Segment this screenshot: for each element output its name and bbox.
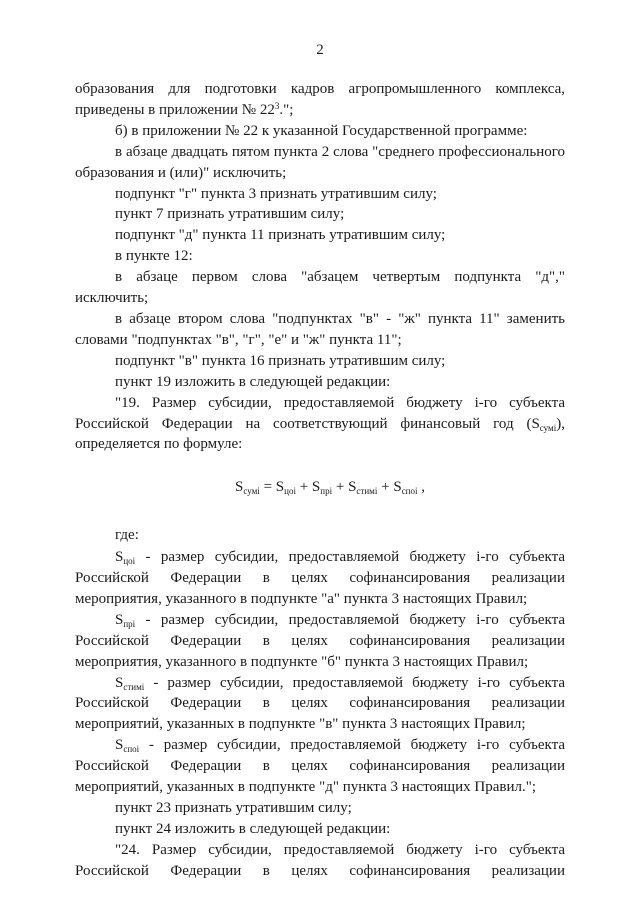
paragraph xyxy=(75,393,565,456)
paragraph: в абзаце первом слова "абзацем четвертым подпункта "д"," исключить; xyxy=(75,269,565,307)
definition: $S_{стимi}$ - размер субсидии, предоставляемой бюджету i-го субъекта Российской Федерации в целях софинансирования реализации мероприятий, указанных в подпункте "в" пункта 3 настоящих Правил; xyxy=(75,674,565,733)
paragraph: в абзаце двадцать пятом пункта 2 слова "среднего профессионального образования и (или)" исключить; xyxy=(75,143,565,181)
paragraph: пункт 23 признать утратившим силу; xyxy=(115,800,352,816)
paragraph: "24. Размер субсидии, предоставляемой бюджету i-го субъекта xyxy=(115,841,565,858)
paragraph: в пункте 12: xyxy=(115,248,193,265)
paragraph: пункт 7 признать утратившим силу; xyxy=(115,206,345,223)
paragraph: б) в приложении № 22 к указанной Государственной программе: xyxy=(115,122,528,139)
superscript: 3 xyxy=(274,100,280,111)
paragraph: подпункт "г" пункта 3 признать утратившим силу; xyxy=(115,185,437,202)
paragraph: в абзаце втором слова "подпунктах "в" - "ж" пункта 11" заменить словами "подпунктах "в", "г", "е" и "ж" пункта 11"; xyxy=(75,310,565,348)
subscript: сумi xyxy=(539,422,557,433)
paragraph: где: xyxy=(115,527,139,544)
paragraph: подпункт "в" пункта 16 признать утратившим силу; xyxy=(115,352,446,369)
paragraph-text: "19. Размер субсидии, предоставляемой бюджету i-го субъекта Российской Федерации на соответствующий финансовый год (S xyxy=(75,394,565,432)
page-number: 2 xyxy=(316,42,324,58)
paragraph: подпункт "д" пункта 11 признать утратившим силу; xyxy=(115,227,446,244)
paragraph-text: ), определяется по формуле: xyxy=(75,415,565,453)
formula: $S_{сумi} = S_{цоi} + S_{прi} + S_{стимi} + S_{споi}$ , xyxy=(235,479,425,497)
definition: $S_{цоi}$ - размер субсидии, предоставляемой бюджету i-го субъекта Российской Федерации в целях софинансирования реализации мероприятия, указанного в подпункте "а" пункта 3 настоящих Правил; xyxy=(75,549,565,607)
definition: $S_{споi}$ - размер субсидии, предоставляемой бюджету i-го субъекта Российской Федерации в целях софинансирования реализации мероприятий, указанных в подпункте "д" пункта 3 настоящих Правил."; xyxy=(75,737,565,796)
paragraph: пункт 19 изложить в следующей редакции: xyxy=(115,373,391,390)
definition: $S_{прi}$ - размер субсидии, предоставляемой бюджету i-го субъекта Российской Федерации в целях софинансирования реализации мероприятия, указанного в подпункте "б" пункта 3 настоящих Правил; xyxy=(75,611,565,670)
paragraph: образования для подготовки кадров агропромышленного комплекса, xyxy=(75,81,565,97)
document-body xyxy=(75,79,565,882)
paragraph xyxy=(75,100,565,121)
paragraph-text: приведены в приложении № 22 xyxy=(75,101,275,118)
paragraph-text: ."; xyxy=(279,101,294,118)
paragraph: пункт 24 изложить в следующей редакции: xyxy=(115,820,391,837)
paragraph: Российской Федерации в целях софинансирования реализации xyxy=(75,862,565,879)
